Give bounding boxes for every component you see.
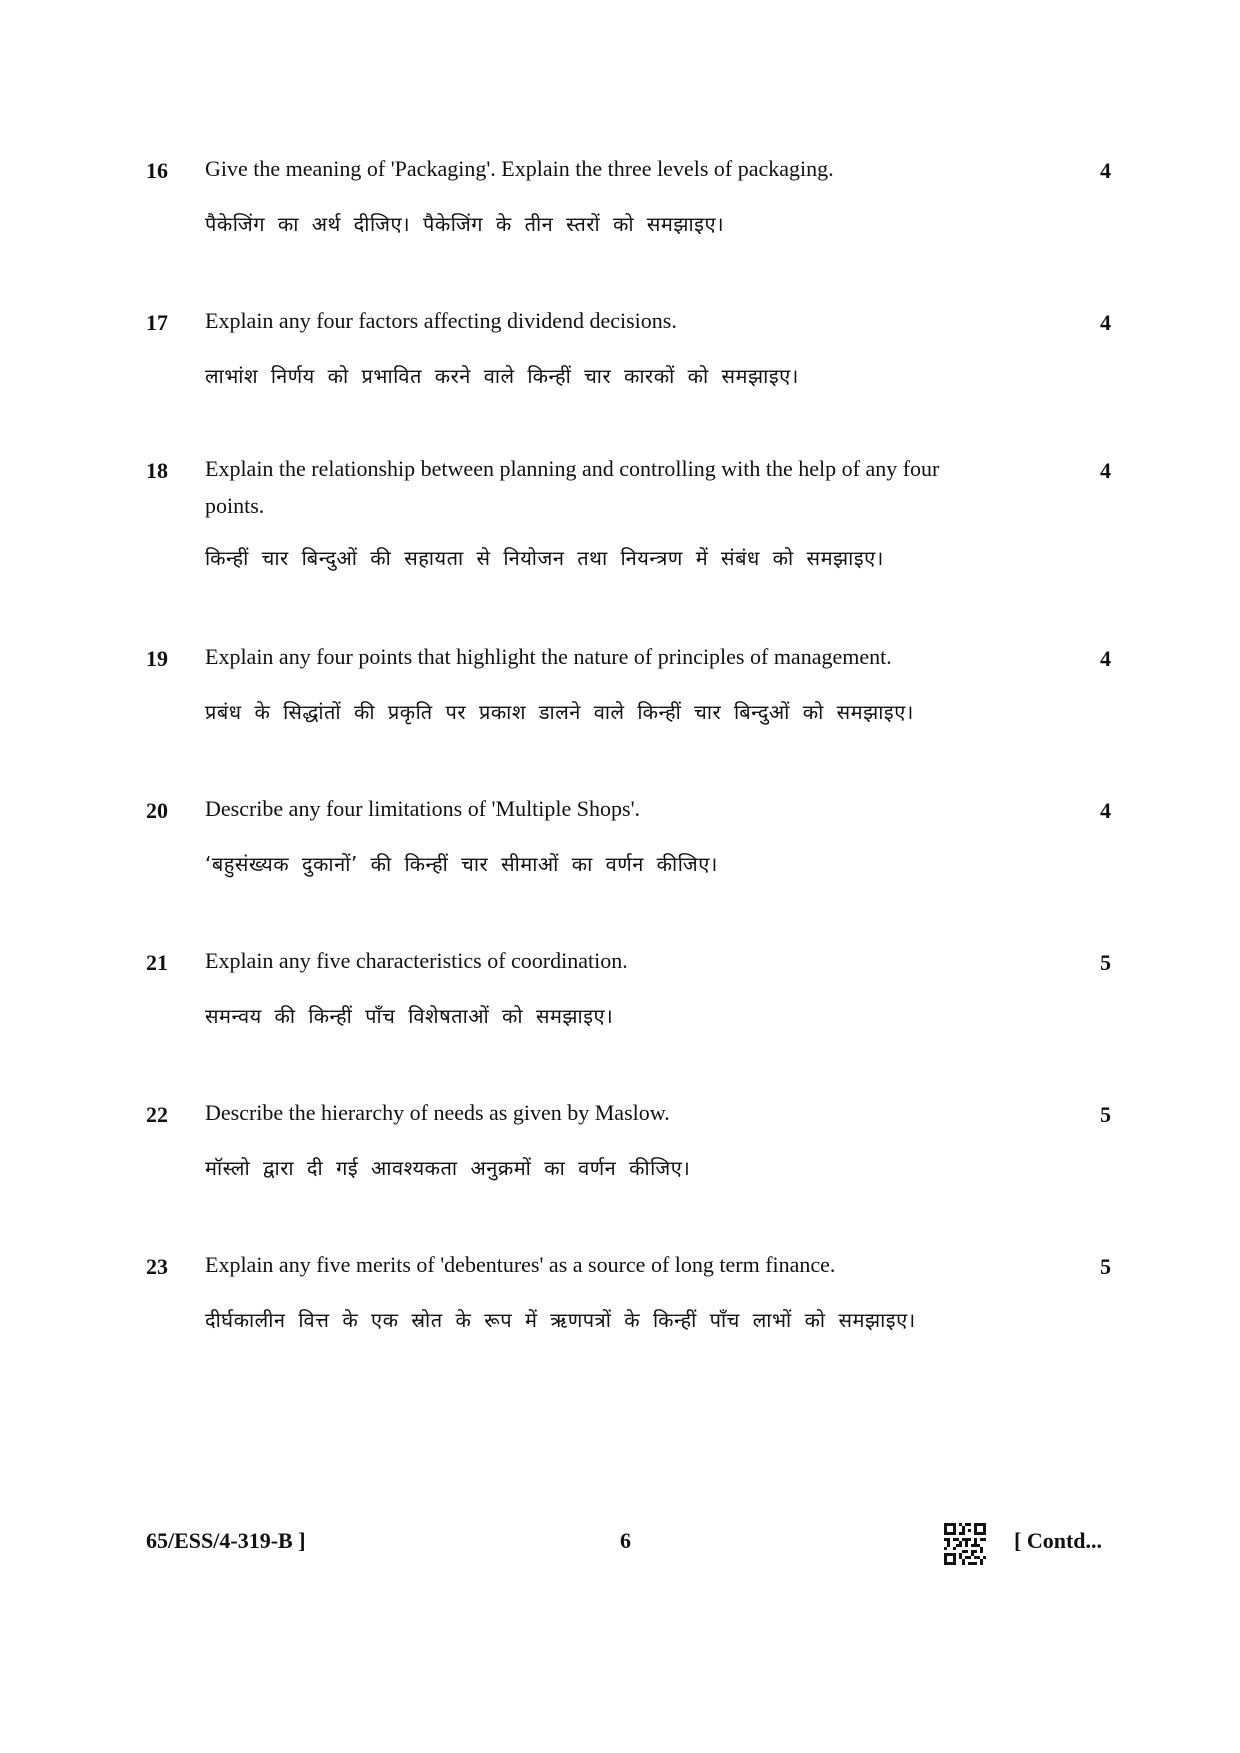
question-number: 17: [146, 310, 168, 335]
question-marks: 4: [1100, 646, 1111, 671]
continued-label: [ Contd...: [1014, 1528, 1103, 1553]
question-number: 19: [146, 646, 168, 671]
question-text-hindi: मॉस्लो द्वारा दी गई आवश्यकता अनुक्रमों का वर्णन कीजिए।: [205, 1156, 691, 1180]
question-number: 18: [146, 458, 168, 483]
question-text-hindi: किन्हीं चार बिन्दुओं की सहायता से नियोजन तथा नियन्त्रण में संबंध को समझाइए।: [205, 546, 884, 570]
question-number: 22: [146, 1102, 168, 1127]
question-marks: 4: [1100, 458, 1111, 483]
question-marks: 5: [1100, 950, 1111, 975]
question-marks: 5: [1100, 1254, 1111, 1279]
question-text-hindi: पैकेजिंग का अर्थ दीजिए। पैकेजिंग के तीन स्तरों को समझाइए।: [205, 212, 725, 236]
question-text-english: Explain any four factors affecting dividend decisions.: [205, 308, 677, 333]
question-text-hindi: ‘बहुसंख्यक दुकानों’ की किन्हीं चार सीमाओं का वर्णन कीजिए।: [205, 852, 718, 876]
question-marks: 5: [1100, 1102, 1111, 1127]
question-text-english: Describe the hierarchy of needs as given by Maslow.: [205, 1100, 670, 1125]
question-number: 16: [146, 158, 168, 183]
question-text-english: Explain any five merits of 'debentures' as a source of long term finance.: [205, 1252, 836, 1277]
question-text-english: Give the meaning of 'Packaging'. Explain the three levels of packaging.: [205, 156, 834, 181]
question-number: 23: [146, 1254, 168, 1279]
page-footer: [0, 1528, 1240, 1568]
question-marks: 4: [1100, 798, 1111, 823]
question-text-hindi: प्रबंध के सिद्धांतों की प्रकृति पर प्रकाश डालने वाले किन्हीं चार बिन्दुओं को समझाइए।: [205, 700, 914, 724]
question-text-hindi: लाभांश निर्णय को प्रभावित करने वाले किन्हीं चार कारकों को समझाइए।: [205, 364, 799, 388]
question-number: 20: [146, 798, 168, 823]
question-text-hindi: समन्वय की किन्हीं पाँच विशेषताओं को समझाइए।: [205, 1004, 614, 1028]
question-text-english: Explain any four points that highlight the nature of principles of management.: [205, 644, 892, 669]
paper-code: 65/ESS/4-319-B ]: [146, 1528, 306, 1553]
question-text-english: Explain the relationship between planning and controlling with the help of any four points.: [205, 456, 940, 518]
qr-code-icon: [944, 1523, 986, 1565]
question-marks: 4: [1100, 158, 1111, 183]
question-text-english: Describe any four limitations of 'Multiple Shops'.: [205, 796, 641, 821]
question-text-english: Explain any five characteristics of coordination.: [205, 948, 628, 973]
question-text-hindi: दीर्घकालीन वित्त के एक स्रोत के रूप में ऋणपत्रों के किन्हीं पाँच लाभों को समझाइए।: [205, 1308, 916, 1332]
question-marks: 4: [1100, 310, 1111, 335]
question-number: 21: [146, 950, 168, 975]
page-number: 6: [620, 1528, 631, 1553]
